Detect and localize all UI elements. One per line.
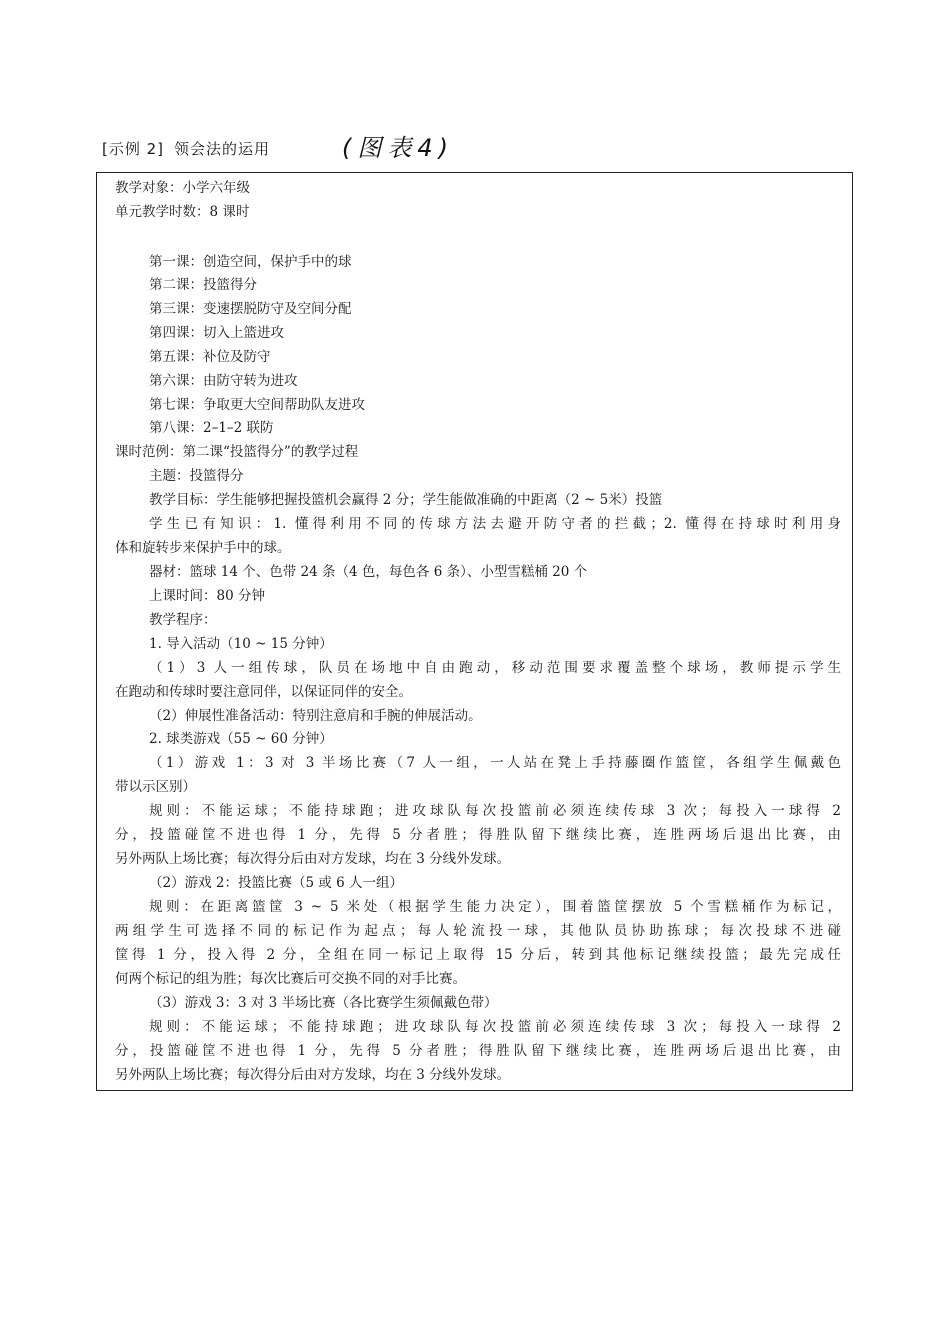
content-box bbox=[96, 172, 853, 1091]
lesson-6: 第六课：由防守转为进攻 bbox=[149, 373, 298, 389]
example-title: 领会法的运用 bbox=[174, 140, 271, 158]
game-1-rules: 规则：不能运球；不能持球跑；进攻球队每次投篮前必须连续传球 3 次；每投入一球得 2 bbox=[149, 803, 841, 819]
prior-knowledge-cont: 体和旋转步来保护手中的球。 bbox=[115, 540, 291, 556]
lesson-3: 第三课：变速摆脱防守及空间分配 bbox=[149, 301, 352, 317]
teaching-target: 教学对象：小学六年级 bbox=[115, 180, 250, 196]
lesson-7: 第七课：争取更大空间帮助队友进攻 bbox=[149, 397, 365, 413]
game-2-rules: 规则：在距离篮筐 3 ~ 5 米处（根据学生能力决定），围着篮筐摆放 5 个雪糕桶作为标记， bbox=[149, 899, 841, 915]
game-3: （3）游戏 3：3 对 3 半场比赛（各比赛学生须佩戴色带） bbox=[149, 995, 498, 1011]
warmup-item-1: （1）3 人一组传球，队员在场地中自由跑动，移动范围要求覆盖整个球场，教师提示学生 bbox=[149, 660, 841, 676]
game-1-rules-cont: 分，投篮碰筐不进也得 1 分，先得 5 分者胜；得胜队留下继续比赛，连胜两场后退出比赛，由 bbox=[115, 827, 841, 843]
prior-knowledge: 学生已有知识：1. 懂得利用不同的传球方法去避开防守者的拦截；2. 懂得在持球时利用身 bbox=[149, 516, 841, 532]
game-2-rules-end: 何两个标记的组为胜；每次比赛后可交换不同的对手比赛。 bbox=[115, 971, 466, 987]
lesson-1: 第一课：创造空间，保护手中的球 bbox=[149, 254, 352, 270]
lesson-5: 第五课：补位及防守 bbox=[149, 349, 271, 365]
lesson-4: 第四课：切入上篮进攻 bbox=[149, 325, 284, 341]
handwritten-annotation: (图表4) bbox=[342, 134, 454, 162]
game-2-rules-cont-2: 筐得 1 分，投入得 2 分，全组在同一标记上取得 15 分后，转到其他标记继续投篮；最先完成任 bbox=[115, 947, 841, 963]
warmup-item-2: （2）伸展性准备活动：特别注意肩和手腕的伸展活动。 bbox=[149, 708, 482, 724]
equipment: 器材：篮球 14 个、色带 24 条（4 色，每色各 6 条）、小型雪糕桶 20 个 bbox=[149, 564, 588, 580]
lesson-8: 第八课：2–1–2 联防 bbox=[149, 420, 274, 436]
game-3-rules-cont: 分，投篮碰筐不进也得 1 分，先得 5 分者胜；得胜队留下继续比赛，连胜两场后退出比赛，由 bbox=[115, 1043, 841, 1059]
game-3-rules: 规则：不能运球；不能持球跑；进攻球队每次投篮前必须连续传球 3 次；每投入一球得 2 bbox=[149, 1019, 841, 1035]
theme: 主题：投篮得分 bbox=[149, 468, 244, 484]
class-duration: 上课时间：80 分钟 bbox=[149, 588, 265, 604]
unit-hours: 单元教学时数：8 课时 bbox=[115, 204, 250, 220]
warmup-item-1-cont: 在跑动和传球时要注意同伴，以保证同伴的安全。 bbox=[115, 684, 412, 700]
teaching-goal: 教学目标：学生能够把握投篮机会赢得 2 分；学生能做准确的中距离（2 ~ 5米）投篮 bbox=[149, 492, 663, 508]
game-2: （2）游戏 2：投篮比赛（5 或 6 人一组） bbox=[149, 875, 404, 891]
game-1-rules-end: 另外两队上场比赛；每次得分后由对方发球，均在 3 分线外发球。 bbox=[115, 851, 511, 867]
section-warmup: 1. 导入活动（10 ~ 15 分钟） bbox=[149, 636, 333, 652]
game-1: （1）游戏 1：3 对 3 半场比赛（7 人一组，一人站在凳上手持藤圈作篮筐，各组学生佩戴色 bbox=[149, 755, 841, 771]
example-heading bbox=[102, 138, 270, 159]
section-games: 2. 球类游戏（55 ~ 60 分钟） bbox=[149, 731, 333, 747]
lesson-example: 课时范例：第二课“投篮得分”的教学过程 bbox=[115, 444, 359, 460]
example-label: [示例 2] bbox=[102, 140, 165, 158]
game-1-cont: 带以示区别） bbox=[115, 779, 196, 795]
lesson-2: 第二课：投篮得分 bbox=[149, 277, 257, 293]
procedure-heading: 教学程序： bbox=[149, 612, 217, 628]
game-3-rules-end: 另外两队上场比赛；每次得分后由对方发球，均在 3 分线外发球。 bbox=[115, 1067, 511, 1083]
game-2-rules-cont: 两组学生可选择不同的标记作为起点；每人轮流投一球，其他队员协助拣球；每次投球不进碰 bbox=[115, 923, 841, 939]
